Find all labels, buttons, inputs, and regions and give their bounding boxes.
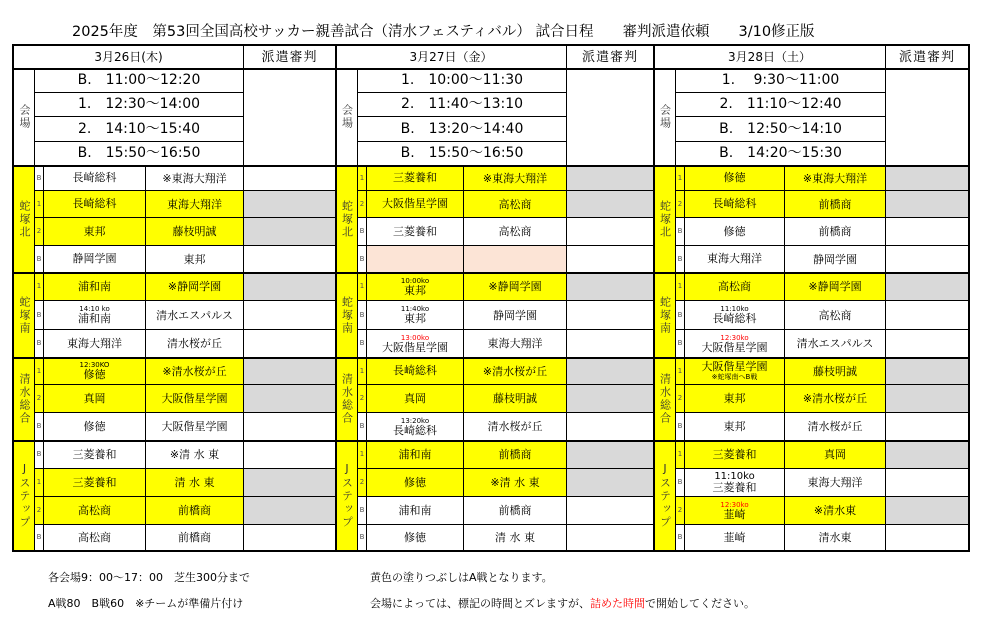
team-b: 東海大翔洋 [785, 469, 885, 496]
match-slot: B [35, 413, 43, 440]
team-b: ※清水東 [785, 497, 885, 524]
team-b: ※静岡学園 [464, 273, 566, 300]
team-name: 浦和南 [78, 279, 111, 293]
venue-label: 会場 [14, 69, 34, 165]
date-header: 3月28日（土） [654, 46, 885, 68]
referee-cell [567, 413, 653, 440]
match-slot: B [35, 246, 43, 272]
referee-cell [567, 330, 653, 357]
kickoff-note: 12:30ko [720, 500, 749, 509]
team-name: 長崎総科 [712, 197, 757, 210]
document-title: 2025年度 第53回全国高校サッカー親善試合（清水フェスティバル） 試合日程 審判派遣依頼 3/10修正版 [72, 24, 815, 40]
team-b: 清 水 東 [146, 469, 243, 496]
team-b: 高松商 [464, 191, 566, 217]
team-a [44, 166, 145, 190]
referee-cell [244, 358, 335, 384]
referee-cell [567, 246, 653, 272]
venue-label: 会場 [336, 69, 357, 165]
referee-cell [567, 358, 653, 384]
referee-cell [244, 273, 335, 300]
referee-cell [886, 497, 968, 524]
match-slot: 2 [676, 385, 684, 412]
note-timing-emphasis: 詰めた時間 [590, 597, 645, 610]
venue-name: 清水総合 [336, 358, 357, 440]
team-b: 藤枝明誠 [785, 358, 885, 384]
team-note: ※蛇塚南へB戦 [711, 373, 758, 381]
referee-cell [244, 218, 335, 245]
match-slot: B [676, 246, 684, 272]
time-slot: 2. 11:40～13:10 [358, 93, 566, 116]
match-slot: 1 [676, 441, 684, 468]
match-slot: B [676, 330, 684, 357]
match-slot: B [35, 301, 43, 329]
team-a [367, 358, 463, 384]
referee-cell [244, 413, 335, 440]
note-color-legend: 黄色の塗りつぶしはA戦となります。 [370, 571, 553, 584]
team-b: 藤枝明誠 [146, 218, 243, 245]
match-slot: 1 [358, 273, 366, 300]
team-name: 修徳 [83, 419, 106, 433]
team-b: 清水桜が丘 [146, 330, 243, 357]
team-name: 三菱養和 [712, 481, 757, 494]
match-slot: B [35, 330, 43, 357]
referee-cell [886, 301, 968, 329]
team-name: 高松商 [78, 503, 111, 517]
team-b: ※東海大翔洋 [146, 166, 243, 190]
referee-cell [886, 358, 968, 384]
team-a [367, 441, 463, 468]
match-slot: 2 [358, 469, 366, 496]
venue-name: 蛇塚北 [14, 166, 34, 272]
time-slot: 1. 12:30～14:00 [35, 93, 243, 116]
team-name: 浦和南 [398, 503, 432, 517]
team-a [367, 525, 463, 550]
match-slot: B [676, 413, 684, 440]
note-match-durations: A戦80 B戦60 ※チームが準備片付け [48, 597, 244, 610]
team-b: 東邦 [146, 246, 243, 272]
venue-name: 清水総合 [14, 358, 34, 440]
note-venue-hours: 各会場9：00～17：00 芝生300分まで [48, 571, 250, 584]
team-a [685, 330, 784, 357]
referee-header: 派遣審判 [567, 46, 653, 68]
team-name: 修徳 [404, 475, 426, 489]
referee-cell [567, 469, 653, 496]
team-b: 前橋商 [146, 525, 243, 550]
match-slot: 2 [35, 218, 43, 245]
venue-name: Jステップ [336, 441, 357, 550]
team-b: ※東海大翔洋 [785, 166, 885, 190]
time-slot: B. 15:50～16:50 [358, 142, 566, 165]
referee-cell [886, 525, 968, 550]
team-b: 東海大翔洋 [146, 191, 243, 217]
match-slot: B [358, 301, 366, 329]
team-b: 清水エスパルス [146, 301, 243, 329]
referee-cell [886, 273, 968, 300]
time-slot: 2. 14:10～15:40 [35, 117, 243, 141]
team-name: 韮崎 [723, 530, 746, 544]
match-slot: 1 [358, 166, 366, 190]
team-a [44, 218, 145, 245]
referee-cell [886, 441, 968, 468]
venue-name: 蛇塚南 [336, 273, 357, 357]
referee-cell [244, 330, 335, 357]
team-name: 長崎総科 [72, 197, 117, 210]
team-b: ※静岡学園 [146, 273, 243, 300]
team-name: 高松商 [718, 279, 751, 293]
match-slot: B [358, 218, 366, 245]
team-name: 真岡 [404, 391, 426, 405]
time-slot: B. 11:00～12:20 [35, 69, 243, 92]
team-b: 前橋商 [464, 497, 566, 524]
team-a [44, 385, 145, 412]
team-b: 大阪偕星学園 [146, 413, 243, 440]
team-b: 静岡学園 [464, 301, 566, 329]
referee-header: 派遣審判 [244, 46, 335, 68]
kickoff-note: 13:20ko [400, 416, 430, 425]
team-b: 高松商 [464, 218, 566, 245]
team-a [367, 246, 463, 272]
team-a [367, 218, 463, 245]
team-name: 東海大翔洋 [67, 336, 122, 350]
referee-cell [567, 525, 653, 550]
match-slot: B [676, 301, 684, 329]
time-slot: 1. 10:00～11:30 [358, 69, 566, 92]
team-a [685, 441, 784, 468]
team-name: 修徳 [723, 224, 746, 238]
team-name: 東海大翔洋 [707, 252, 762, 265]
team-a [367, 301, 463, 329]
venue-name: Jステップ [654, 441, 675, 550]
team-b: 前橋商 [785, 191, 885, 217]
time-slot: 2. 11:10～12:40 [676, 93, 885, 116]
referee-cell [886, 469, 968, 496]
match-slot: B [35, 525, 43, 550]
schedule-table [12, 44, 970, 552]
referee-cell [244, 69, 335, 165]
team-b: 前橋商 [785, 218, 885, 245]
team-name: 大阪偕星学園 [701, 360, 768, 373]
team-name: 修徳 [723, 171, 746, 184]
referee-cell [567, 218, 653, 245]
team-name: 三菱養和 [712, 447, 757, 461]
team-b: ※清水桜が丘 [146, 358, 243, 384]
match-slot: 1 [35, 191, 43, 217]
date-header: 3月26日(木) [14, 46, 243, 68]
kickoff-note: 10:00ko [400, 276, 430, 285]
referee-cell [886, 218, 968, 245]
team-name: 高松商 [78, 530, 111, 544]
referee-cell [244, 385, 335, 412]
team-name: 三菱養和 [393, 171, 437, 184]
match-slot: B [358, 497, 366, 524]
match-slot: 1 [676, 166, 684, 190]
match-slot: 1 [35, 358, 43, 384]
team-a [44, 358, 145, 384]
match-slot: 2 [676, 191, 684, 217]
referee-cell [567, 301, 653, 329]
team-b: 前橋商 [146, 497, 243, 524]
match-slot: B [358, 525, 366, 550]
team-name: 東邦 [83, 224, 106, 238]
match-slot: 1 [35, 469, 43, 496]
referee-cell [567, 497, 653, 524]
team-a [367, 330, 463, 357]
referee-header: 派遣審判 [886, 46, 968, 68]
team-b: 清水桜が丘 [464, 413, 566, 440]
team-name: 静岡学園 [72, 252, 117, 265]
match-slot: 1 [358, 358, 366, 384]
referee-cell [886, 330, 968, 357]
kickoff-note: 12:30ko [720, 333, 749, 342]
referee-cell [244, 301, 335, 329]
team-b: ※清 水 東 [464, 469, 566, 496]
team-name: 真岡 [83, 391, 106, 405]
team-name: 三菱養和 [72, 475, 117, 489]
team-name: 東邦 [404, 312, 426, 325]
kickoff-note: 11:10ko [720, 305, 749, 313]
team-b: ※静岡学園 [785, 273, 885, 300]
team-b: 前橋商 [464, 441, 566, 468]
date-header: 3月27日（金） [336, 46, 566, 68]
team-b: 高松商 [785, 301, 885, 329]
referee-cell [567, 385, 653, 412]
team-a [44, 246, 145, 272]
team-a [367, 469, 463, 496]
match-slot: B [358, 330, 366, 357]
referee-cell [567, 191, 653, 217]
note-timing-text: 会場によっては、標記の時間とズレますが、 [370, 597, 590, 610]
match-slot: B [676, 525, 684, 550]
team-b: 静岡学園 [785, 246, 885, 272]
team-b: 清水エスパルス [785, 330, 885, 357]
team-name: 韮崎 [723, 507, 746, 521]
team-b: 清 水 東 [464, 525, 566, 550]
team-name: 浦和南 [78, 312, 111, 325]
referee-cell [886, 413, 968, 440]
team-b: ※東海大翔洋 [464, 166, 566, 190]
team-a [44, 469, 145, 496]
referee-cell [886, 166, 968, 190]
match-slot: B [35, 166, 43, 190]
team-a [685, 191, 784, 217]
team-name: 浦和南 [398, 447, 432, 461]
team-b: 清水東 [785, 525, 885, 550]
team-name: 大阪偕星学園 [382, 340, 448, 354]
match-slot: B [35, 441, 43, 468]
time-slot: B. 13:20～14:40 [358, 117, 566, 141]
match-slot: B [676, 218, 684, 245]
team-a [44, 330, 145, 357]
time-slot: B. 12:50～14:10 [676, 117, 885, 141]
team-a [44, 497, 145, 524]
team-a [44, 191, 145, 217]
referee-cell [244, 497, 335, 524]
team-b: 清水桜が丘 [785, 413, 885, 440]
referee-cell [244, 166, 335, 190]
team-name: 長崎総科 [393, 423, 437, 437]
team-a [367, 413, 463, 440]
team-name: 修徳 [404, 530, 426, 544]
team-name: 大阪偕星学園 [701, 340, 768, 354]
team-a [685, 413, 784, 440]
referee-cell [567, 166, 653, 190]
team-b [464, 246, 566, 272]
team-name: 長崎総科 [72, 171, 117, 184]
kickoff-note: 11:10ko [714, 471, 755, 482]
team-a [367, 166, 463, 190]
team-a [685, 273, 784, 300]
match-slot: 2 [35, 385, 43, 412]
note-timing [370, 597, 755, 611]
team-a [367, 273, 463, 300]
kickoff-note: 14:10 ko [79, 305, 110, 313]
team-name: 三菱養和 [72, 447, 117, 461]
team-name: 長崎総科 [712, 312, 757, 325]
venue-name: Jステップ [14, 441, 34, 550]
team-a [367, 497, 463, 524]
match-slot: 2 [676, 497, 684, 524]
kickoff-note: 12:30KO [79, 361, 110, 369]
referee-cell [244, 191, 335, 217]
team-a [685, 246, 784, 272]
note-timing-text-end: で開始してください。 [645, 597, 755, 610]
team-a [685, 469, 784, 496]
referee-cell [567, 273, 653, 300]
referee-cell [567, 441, 653, 468]
team-a [685, 525, 784, 550]
venue-name: 蛇塚南 [14, 273, 34, 357]
team-name: 三菱養和 [393, 224, 437, 238]
team-a [44, 301, 145, 329]
team-a [685, 301, 784, 329]
team-a [44, 273, 145, 300]
match-slot: 2 [358, 191, 366, 217]
match-slot: B [358, 413, 366, 440]
team-a [367, 191, 463, 217]
team-b: ※清水桜が丘 [464, 358, 566, 384]
team-a [685, 218, 784, 245]
match-slot: 2 [358, 385, 366, 412]
team-name: 東邦 [404, 283, 426, 297]
team-b: 大阪偕星学園 [146, 385, 243, 412]
team-name: 長崎総科 [393, 364, 437, 377]
referee-cell [886, 246, 968, 272]
venue-name: 蛇塚北 [654, 166, 675, 272]
team-a [367, 385, 463, 412]
team-a [685, 497, 784, 524]
referee-cell [244, 525, 335, 550]
match-slot: B [358, 246, 366, 272]
team-a [685, 166, 784, 190]
time-slot: B. 14:20～15:30 [676, 142, 885, 165]
match-slot: 1 [35, 273, 43, 300]
team-name: 東邦 [723, 419, 746, 433]
team-a [685, 385, 784, 412]
match-slot: 1 [676, 273, 684, 300]
referee-cell [886, 191, 968, 217]
venue-label: 会場 [654, 69, 675, 165]
referee-cell [886, 385, 968, 412]
kickoff-note: 13:00ko [400, 333, 430, 342]
referee-cell [244, 246, 335, 272]
team-b: 真岡 [785, 441, 885, 468]
time-slot: 1. 9:30～11:00 [676, 69, 885, 92]
team-a [44, 413, 145, 440]
match-slot: 2 [35, 497, 43, 524]
team-b: ※清水桜が丘 [785, 385, 885, 412]
team-name: 大阪偕星学園 [382, 197, 448, 210]
venue-name: 清水総合 [654, 358, 675, 440]
match-slot: 1 [358, 441, 366, 468]
team-name: 修徳 [83, 368, 106, 381]
referee-cell [244, 469, 335, 496]
team-b: 藤枝明誠 [464, 385, 566, 412]
match-slot: B [676, 469, 684, 496]
time-slot: B. 15:50～16:50 [35, 142, 243, 165]
match-slot: 1 [676, 358, 684, 384]
team-b: 東海大翔洋 [464, 330, 566, 357]
team-a [685, 358, 784, 384]
referee-cell [244, 441, 335, 468]
team-name: 東邦 [723, 391, 746, 405]
team-a [44, 441, 145, 468]
venue-name: 蛇塚南 [654, 273, 675, 357]
team-a [44, 525, 145, 550]
referee-cell [567, 69, 653, 165]
team-b: ※清 水 東 [146, 441, 243, 468]
venue-name: 蛇塚北 [336, 166, 357, 272]
kickoff-note: 11:40ko [400, 305, 430, 313]
referee-cell [886, 69, 968, 165]
